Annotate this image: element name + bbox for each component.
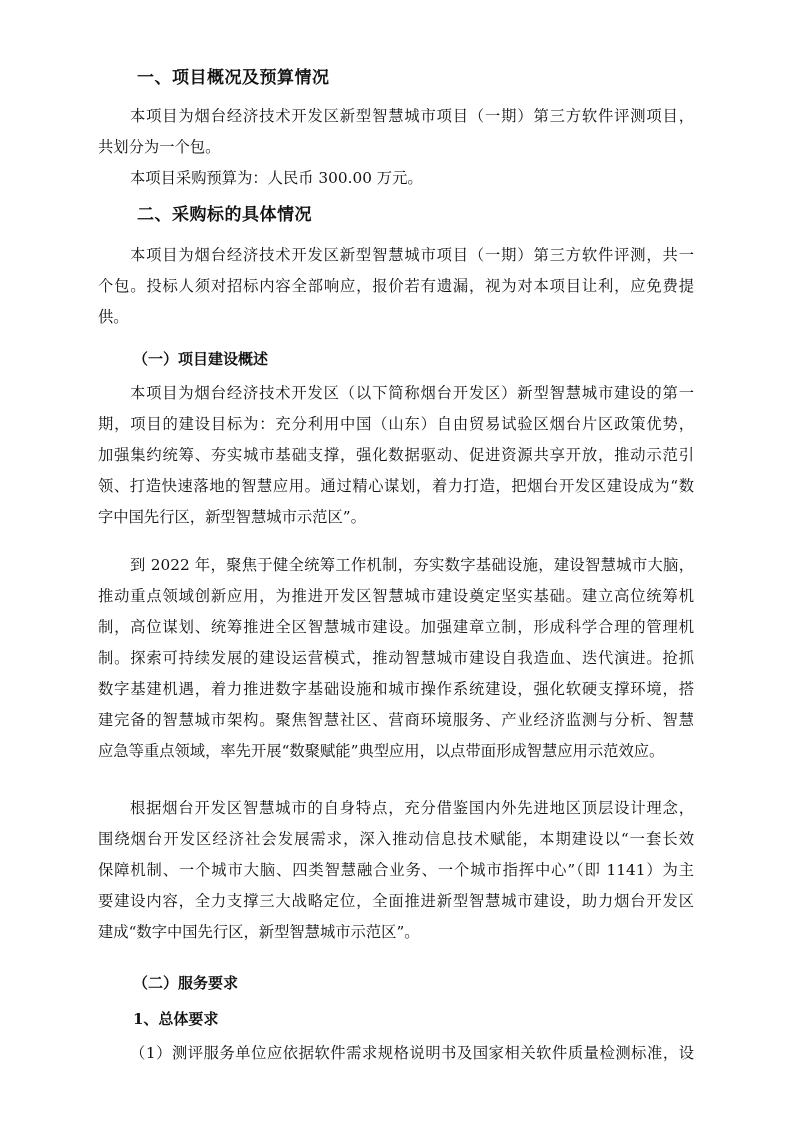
paragraph-2022-plan (98, 550, 694, 767)
text-line: 建成“数字中国先行区，新型智慧城市示范区”。 (98, 923, 420, 941)
text-line: 共划分为一个包。 (98, 138, 221, 156)
text-line: 本项目为烟台经济技术开发区新型智慧城市项目（一期）第三方软件评测项目， (130, 107, 694, 125)
text-line: 本项目为烟台经济技术开发区新型智慧城市项目（一期）第三方软件评测，共一 (130, 246, 694, 264)
text-line: 本项目为烟台经济技术开发区（以下简称烟台开发区）新型智慧城市建设的第一 (130, 384, 694, 402)
text-line: 领、打造快速落地的智慧应用。通过精心谋划，着力打造，把烟台开发区建设成为“数 (98, 477, 694, 495)
text-line: 要建设内容，全力支撑三大战略定位，全面推进新型智慧城市建设，助力烟台开发区 (98, 892, 694, 910)
paragraph-procurement-scope (98, 240, 694, 333)
section-heading-procurement: 二、采购标的具体情况 (137, 205, 312, 225)
text-line: 根据烟台开发区智慧城市的自身特点，充分借鉴国内外先进地区顶层设计理念， (130, 799, 694, 817)
text-line: 围绕烟台开发区经济社会发展需求，深入推动信息技术赋能，本期建设以“一套长效 (98, 830, 694, 848)
text-line: 供。 (98, 308, 129, 326)
text-line: 制，高位谋划、统筹推进全区智慧城市建设。加强建章立制，形成科学合理的管理机 (98, 618, 694, 636)
text-line: 加强集约统筹、夯实城市基础支撑，强化数据驱动、促进资源共享开放，推动示范引 (98, 446, 694, 464)
paragraph-design-concept (98, 793, 694, 948)
section-heading-overview: 一、项目概况及预算情况 (137, 68, 330, 88)
paragraph-budget (98, 163, 694, 194)
text-line: 保障机制、一个城市大脑、四类智慧融合业务、一个城市指挥中心”（即 1141）为主 (98, 861, 694, 879)
text-line: 到 2022 年，聚焦于健全统筹工作机制，夯实数字基础设施，建设智慧城市大脑， (130, 556, 694, 574)
text-line: （1）测评服务单位应依据软件需求规格说明书及国家相关软件质量检测标准，设 (130, 1044, 694, 1062)
text-line: 推动重点领域创新应用，为推进开发区智慧城市建设奠定坚实基础。建立高位统筹机 (98, 587, 694, 605)
paragraph-requirement-1 (98, 1038, 694, 1069)
text-line: 期，项目的建设目标为：充分利用中国（山东）自由贸易试验区烟台片区政策优势， (98, 415, 694, 433)
paragraph-construction-goal (98, 378, 694, 533)
text-line: 个包。投标人须对招标内容全部响应，报价若有遗漏，视为对本项目让利，应免费提 (98, 277, 694, 295)
text-line: 建完备的智慧城市架构。聚焦智慧社区、营商环境服务、产业经济监测与分析、智慧 (98, 711, 694, 729)
subsection-heading-construction-overview: （一）项目建设概述 (133, 350, 269, 368)
text-line: 应急等重点领域，率先开展“数聚赋能”典型应用，以点带面形成智慧应用示范效应。 (98, 742, 665, 760)
text-line: 字中国先行区，新型智慧城市示范区”。 (98, 508, 366, 526)
text-line: 制。探索可持续发展的建设运营模式，推动智慧城市建设自我造血、迭代演进。抢抓 (98, 649, 694, 667)
text-line: 数字基建机遇，着力推进数字基础设施和城市操作系统建设，强化软硬支撑环境，搭 (98, 680, 694, 698)
text-line: 本项目采购预算为：人民币 300.00 万元。 (130, 169, 423, 187)
subsection-heading-service-requirements: （二）服务要求 (133, 974, 239, 992)
paragraph-project-intro (98, 101, 694, 163)
subsection-heading-general-requirements: 1、总体要求 (133, 1010, 219, 1028)
